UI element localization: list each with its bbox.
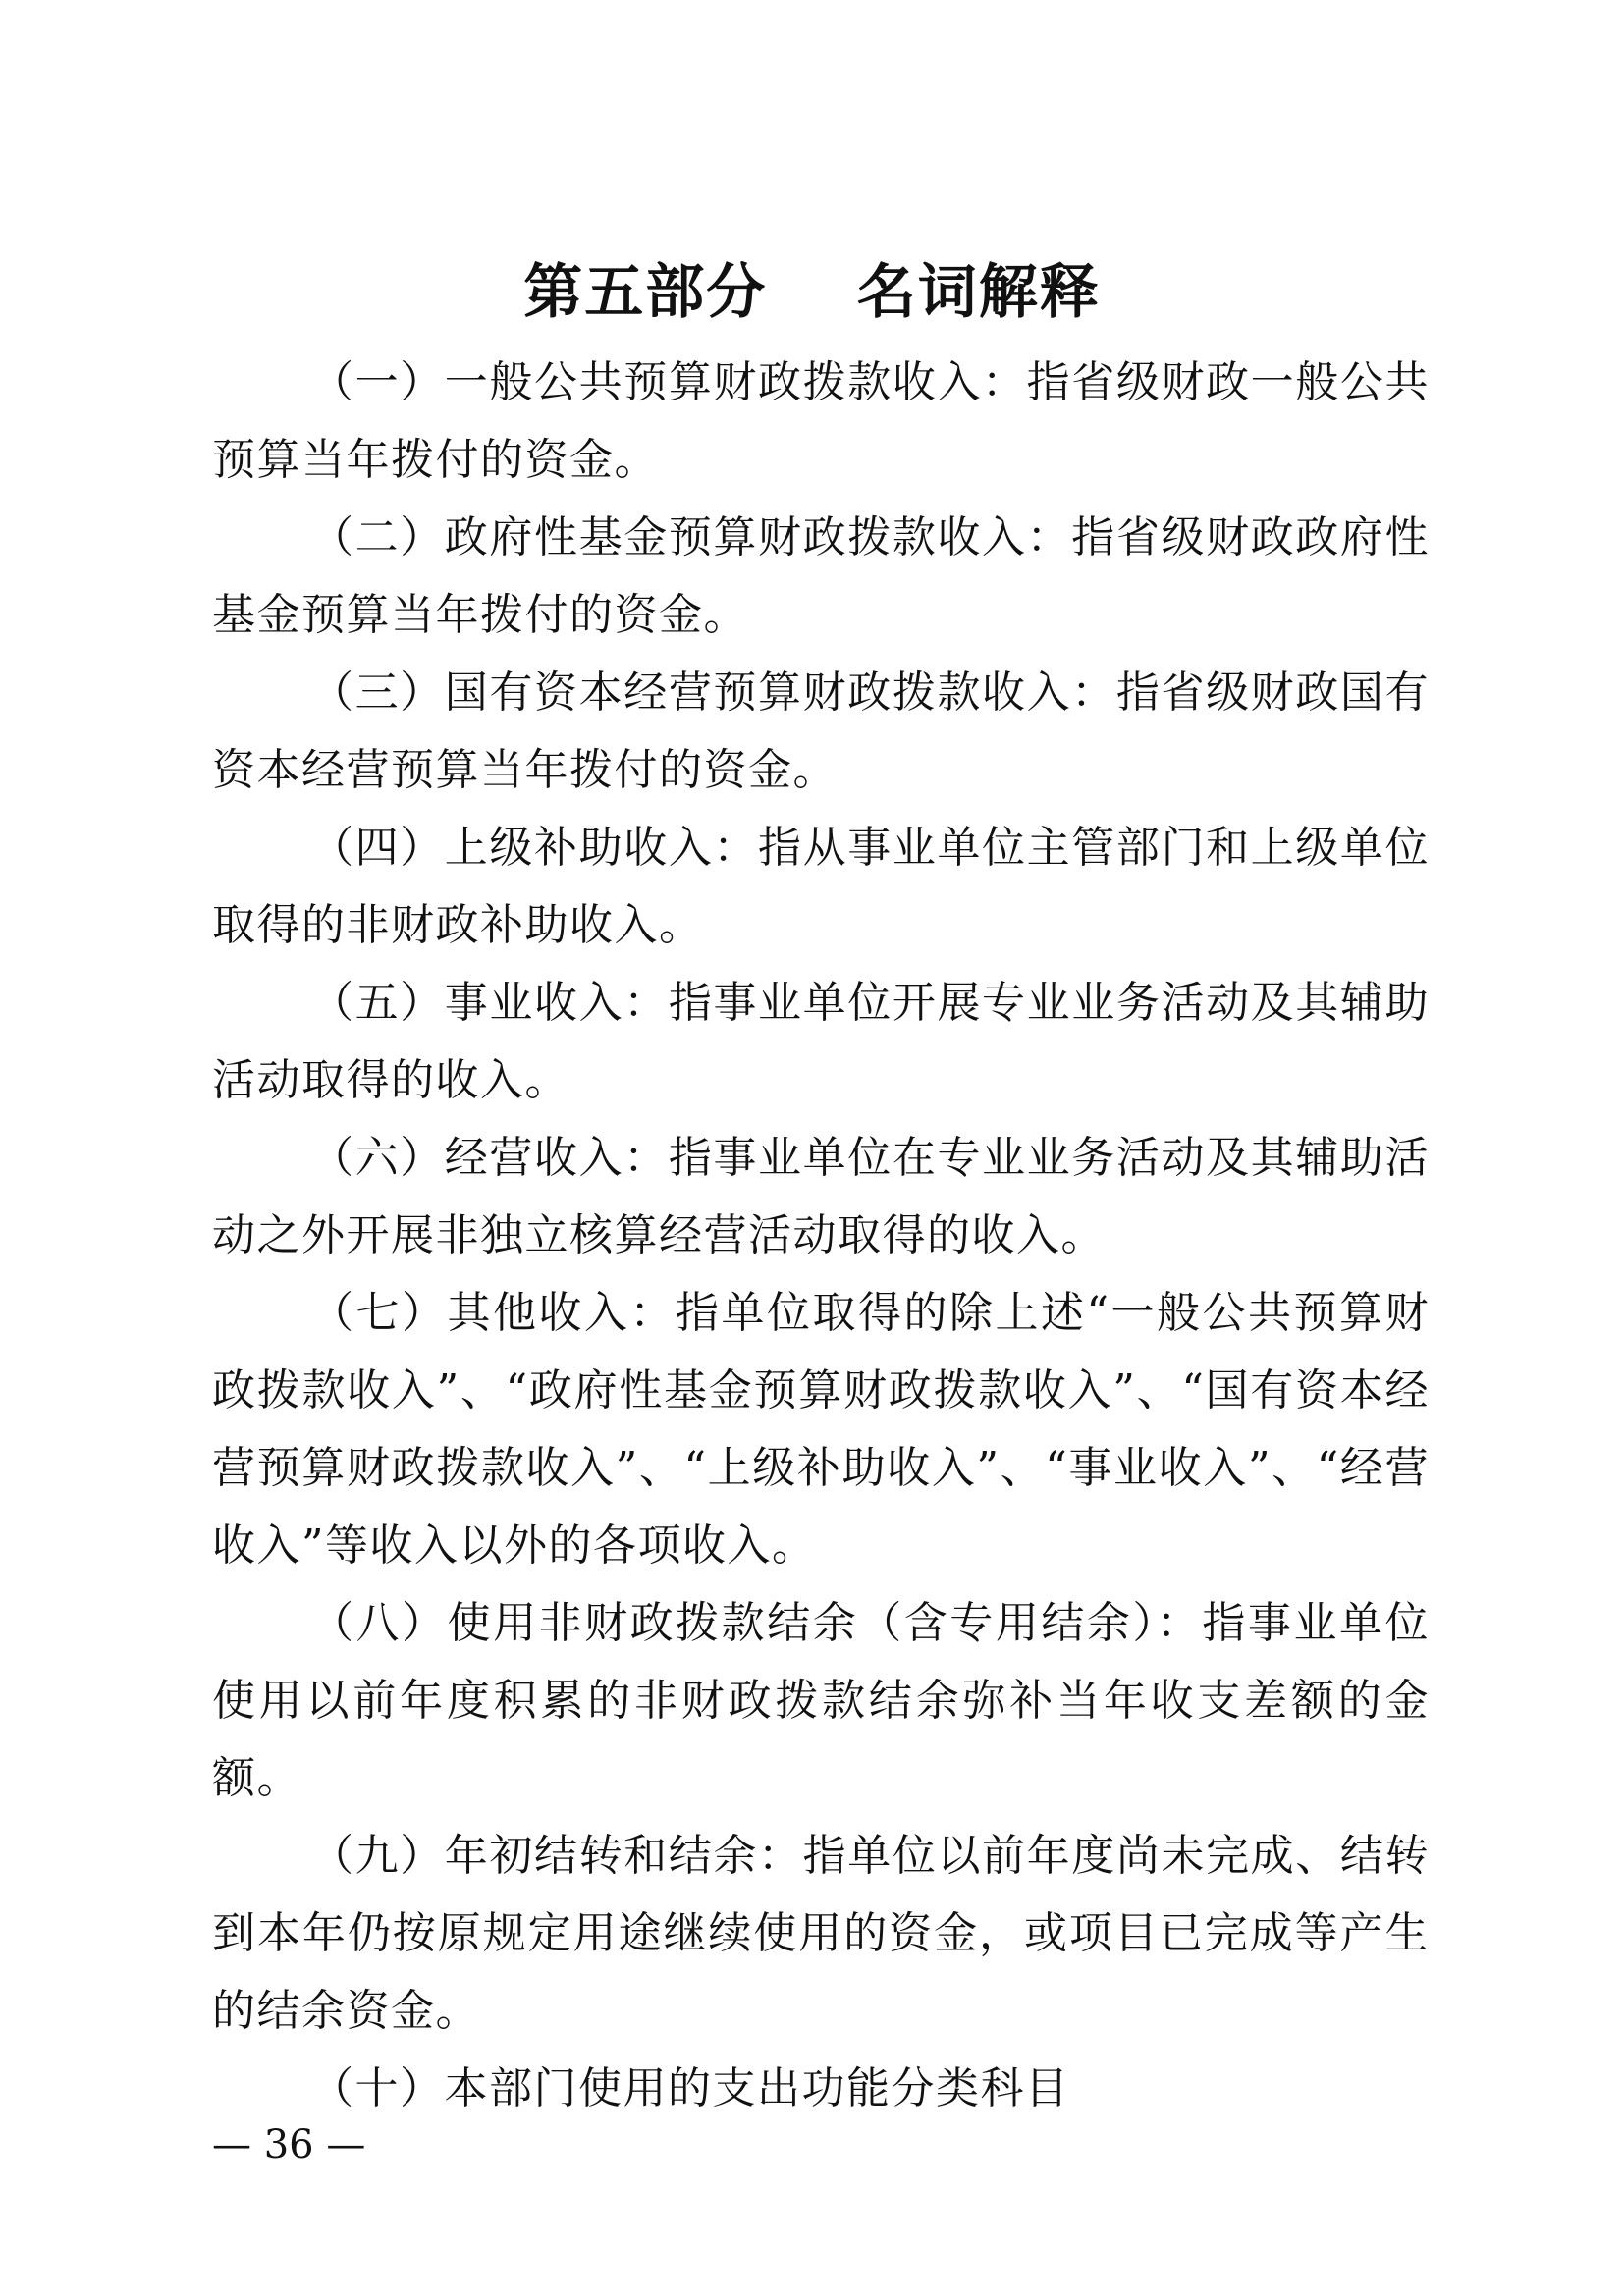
definitions-body — [212, 344, 1430, 2127]
definition-paragraph-7: （七）其他收入：指单位取得的除上述“一般公共预算财政拨款收入”、“政府性基金预算财政拨款收入”、“国有资本经营预算财政拨款收入”、“上级补助收入”、“事业收入”、“经营收入”等收入以外的各项收入。 — [212, 1288, 1430, 1571]
definition-paragraph-5: （五）事业收入：指事业单位开展专业业务活动及其辅助活动取得的收入。 — [212, 978, 1430, 1105]
definition-paragraph-1: （一）一般公共预算财政拨款收入：指省级财政一般公共预算当年拨付的资金。 — [212, 357, 1430, 485]
definition-paragraph-8: （八）使用非财政拨款结余（含专用结余）：指事业单位使用以前年度积累的非财政拨款结余弥补当年收支差额的金额。 — [212, 1598, 1430, 1803]
page-title: 第五部分 名词解释 — [523, 258, 1101, 327]
definition-paragraph-10: （十）本部门使用的支出功能分类科目 — [310, 2063, 1070, 2113]
definition-paragraph-9: （九）年初结转和结余：指单位以前年度尚未完成、结转到本年仍按原规定用途继续使用的资金，或项目已完成等产生的结余资金。 — [212, 1831, 1430, 2036]
definition-paragraph-3: （三）国有资本经营预算财政拨款收入：指省级财政国有资本经营预算当年拨付的资金。 — [212, 667, 1430, 795]
page-number: — 36 — — [212, 2122, 366, 2167]
definition-paragraph-4: （四）上级补助收入：指从事业单位主管部门和上级单位取得的非财政补助收入。 — [212, 823, 1430, 950]
definition-paragraph-6: （六）经营收入：指事业单位在专业业务活动及其辅助活动之外开展非独立核算经营活动取得的收入。 — [212, 1133, 1430, 1260]
definition-paragraph-2: （二）政府性基金预算财政拨款收入：指省级财政政府性基金预算当年拨付的资金。 — [212, 512, 1430, 640]
